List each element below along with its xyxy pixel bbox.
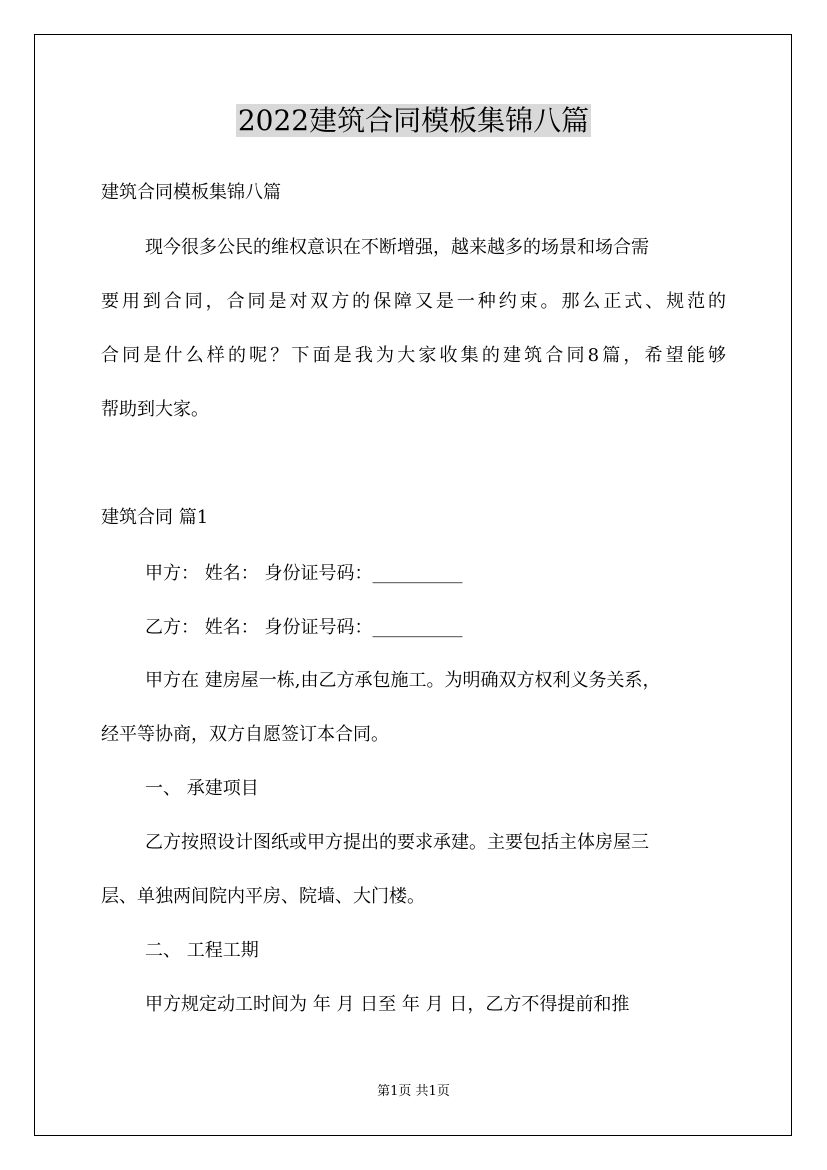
agreement-line-2: 经平等协商，双方自愿签订本合同。 [101,724,389,745]
party-b-line: 乙方： 姓名： 身份证号码：__________ [145,617,463,638]
item1-line-1: 乙方按照设计图纸或甲方提出的要求承建。主要包括主体房屋三 [145,832,649,853]
party-a-line: 甲方： 姓名： 身份证号码：__________ [145,563,463,584]
item2-line-1: 甲方规定动工时间为 年 月 日至 年 月 日，乙方不得提前和推 [145,994,630,1015]
intro-line-1: 现今很多公民的维权意识在不断增强，越来越多的场景和场合需 [145,237,649,258]
document-title: 2022建筑合同模板集锦八篇 [237,104,590,137]
section-heading: 建筑合同 篇1 [101,507,209,528]
subtitle: 建筑合同模板集锦八篇 [101,182,281,203]
item1-heading: 一、 承建项目 [145,778,259,799]
intro-line-4: 帮助到大家。 [101,399,209,420]
item2-heading: 二、 工程工期 [145,940,259,961]
agreement-line-1: 甲方在 建房屋一栋,由乙方承包施工。为明确双方权利义务关系， [145,670,661,691]
intro-line-2: 要用到合同，合同是对双方的保障又是一种约束。那么正式、规范的 [101,291,726,312]
page-footer: 第1页 共1页 [377,1084,450,1099]
item1-line-2: 层、单独两间院内平房、院墙、大门楼。 [101,886,425,907]
intro-line-3: 合同是什么样的呢？下面是我为大家收集的建筑合同8篇，希望能够 [101,345,726,366]
